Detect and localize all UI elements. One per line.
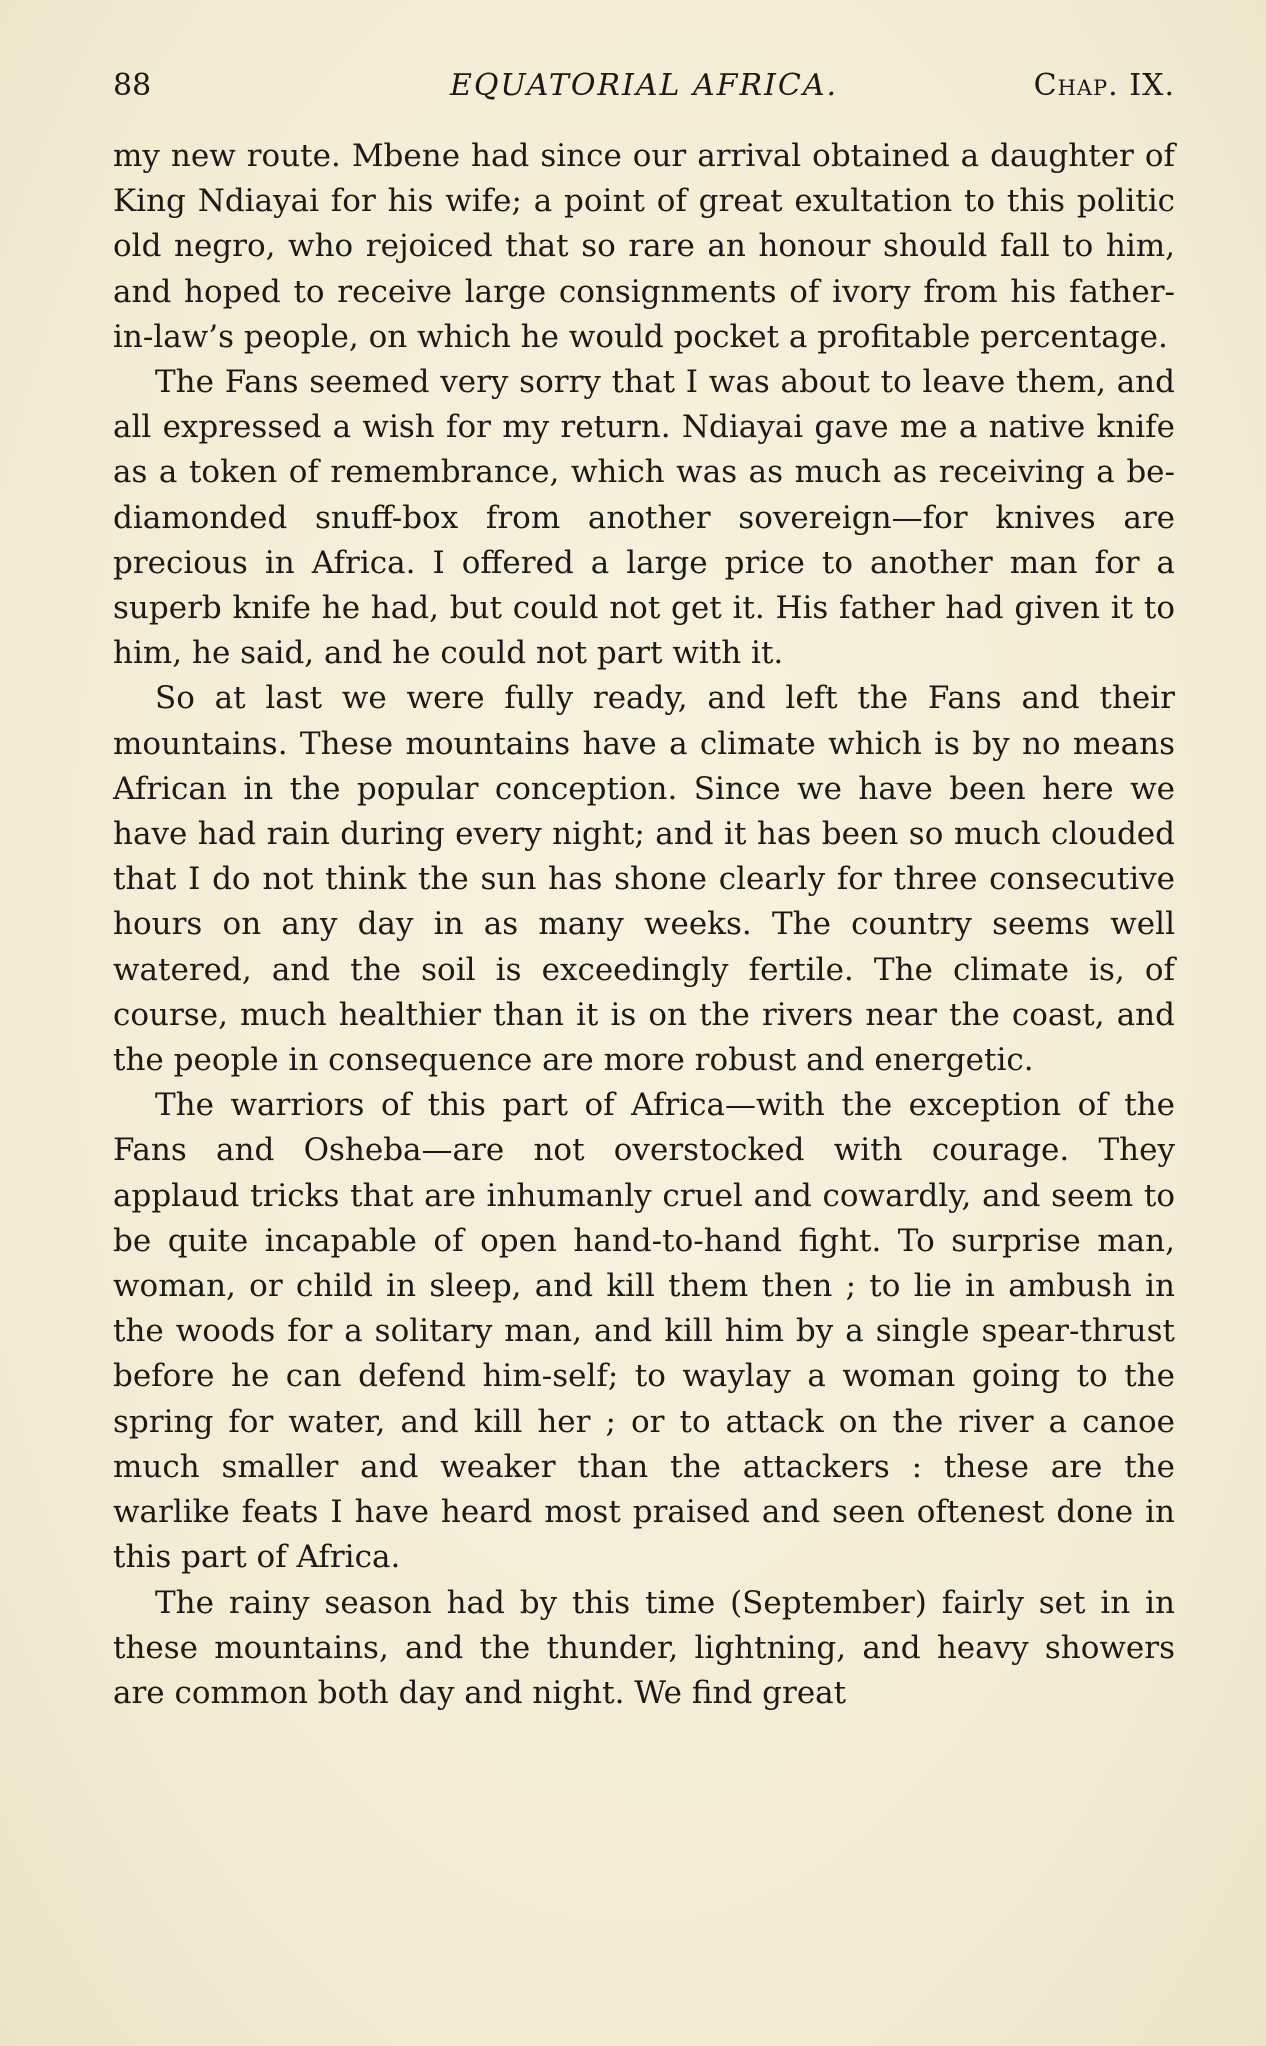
paragraph: The rainy season had by this time (September) fairly set in in these mountains, and the thunder, lightning, and heavy showers are common both day and night. We find great bbox=[113, 1584, 1175, 1711]
page-header bbox=[113, 64, 1175, 108]
paragraph: The warriors of this part of Africa—with the exception of the Fans and Osheba—are not overstocked with courage. They applaud tricks that are inhumanly cruel and cowardly, and seem to be quite incapable of open hand-to-hand fight. To surprise man, woman, or child in sleep, and kill them then ; to lie in ambush in the woods for a solitary man, and kill him by a single spear-thrust before he can defend him-self; to waylay a woman going to the spring for water, and kill her ; or to attack on the river a canoe much smaller and weaker than the attackers : these are the warlike feats I have heard most praised and seen oftenest done in this part of Africa. bbox=[113, 1087, 1175, 1576]
paragraph-continued: my new route. Mbene had since our arrival obtained a daughter of King Ndiayai for his wife; a point of great exultation to this politic old negro, who rejoiced that so rare an honour should fall to him, and hoped to receive large consignments of ivory from his father-in-law’s people, on which he would pocket a profitable percentage. bbox=[113, 138, 1175, 355]
page-number: 88 bbox=[113, 68, 152, 103]
paragraph: So at last we were fully ready, and left the Fans and their mountains. These mountains have a climate which is by no means African in the popular conception. Since we have been here we have had rain during every night; and it has been so much clouded that I do not think the sun has shone clearly for three consecutive hours on any day in as many weeks. The country seems well watered, and the soil is exceedingly fertile. The climate is, of course, much healthier than it is on the rivers near the coast, and the people in consequence are more robust and energetic. bbox=[113, 680, 1175, 1079]
chapter-label: Chap. IX. bbox=[1033, 68, 1175, 103]
paragraph: The Fans seemed very sorry that I was about to leave them, and all expressed a wish for my return. Ndiayai gave me a native knife as a token of remembrance, which was as much as receiving a be-diamonded snuff-box from another sovereign—for knives are precious in Africa. I offered a large price to another man for a superb knife he had, but could not get it. His father had given it to him, he said, and he could not part with it. bbox=[113, 364, 1175, 672]
running-title: EQUATORIAL AFRICA. bbox=[449, 68, 839, 103]
body-text bbox=[113, 134, 1175, 1716]
